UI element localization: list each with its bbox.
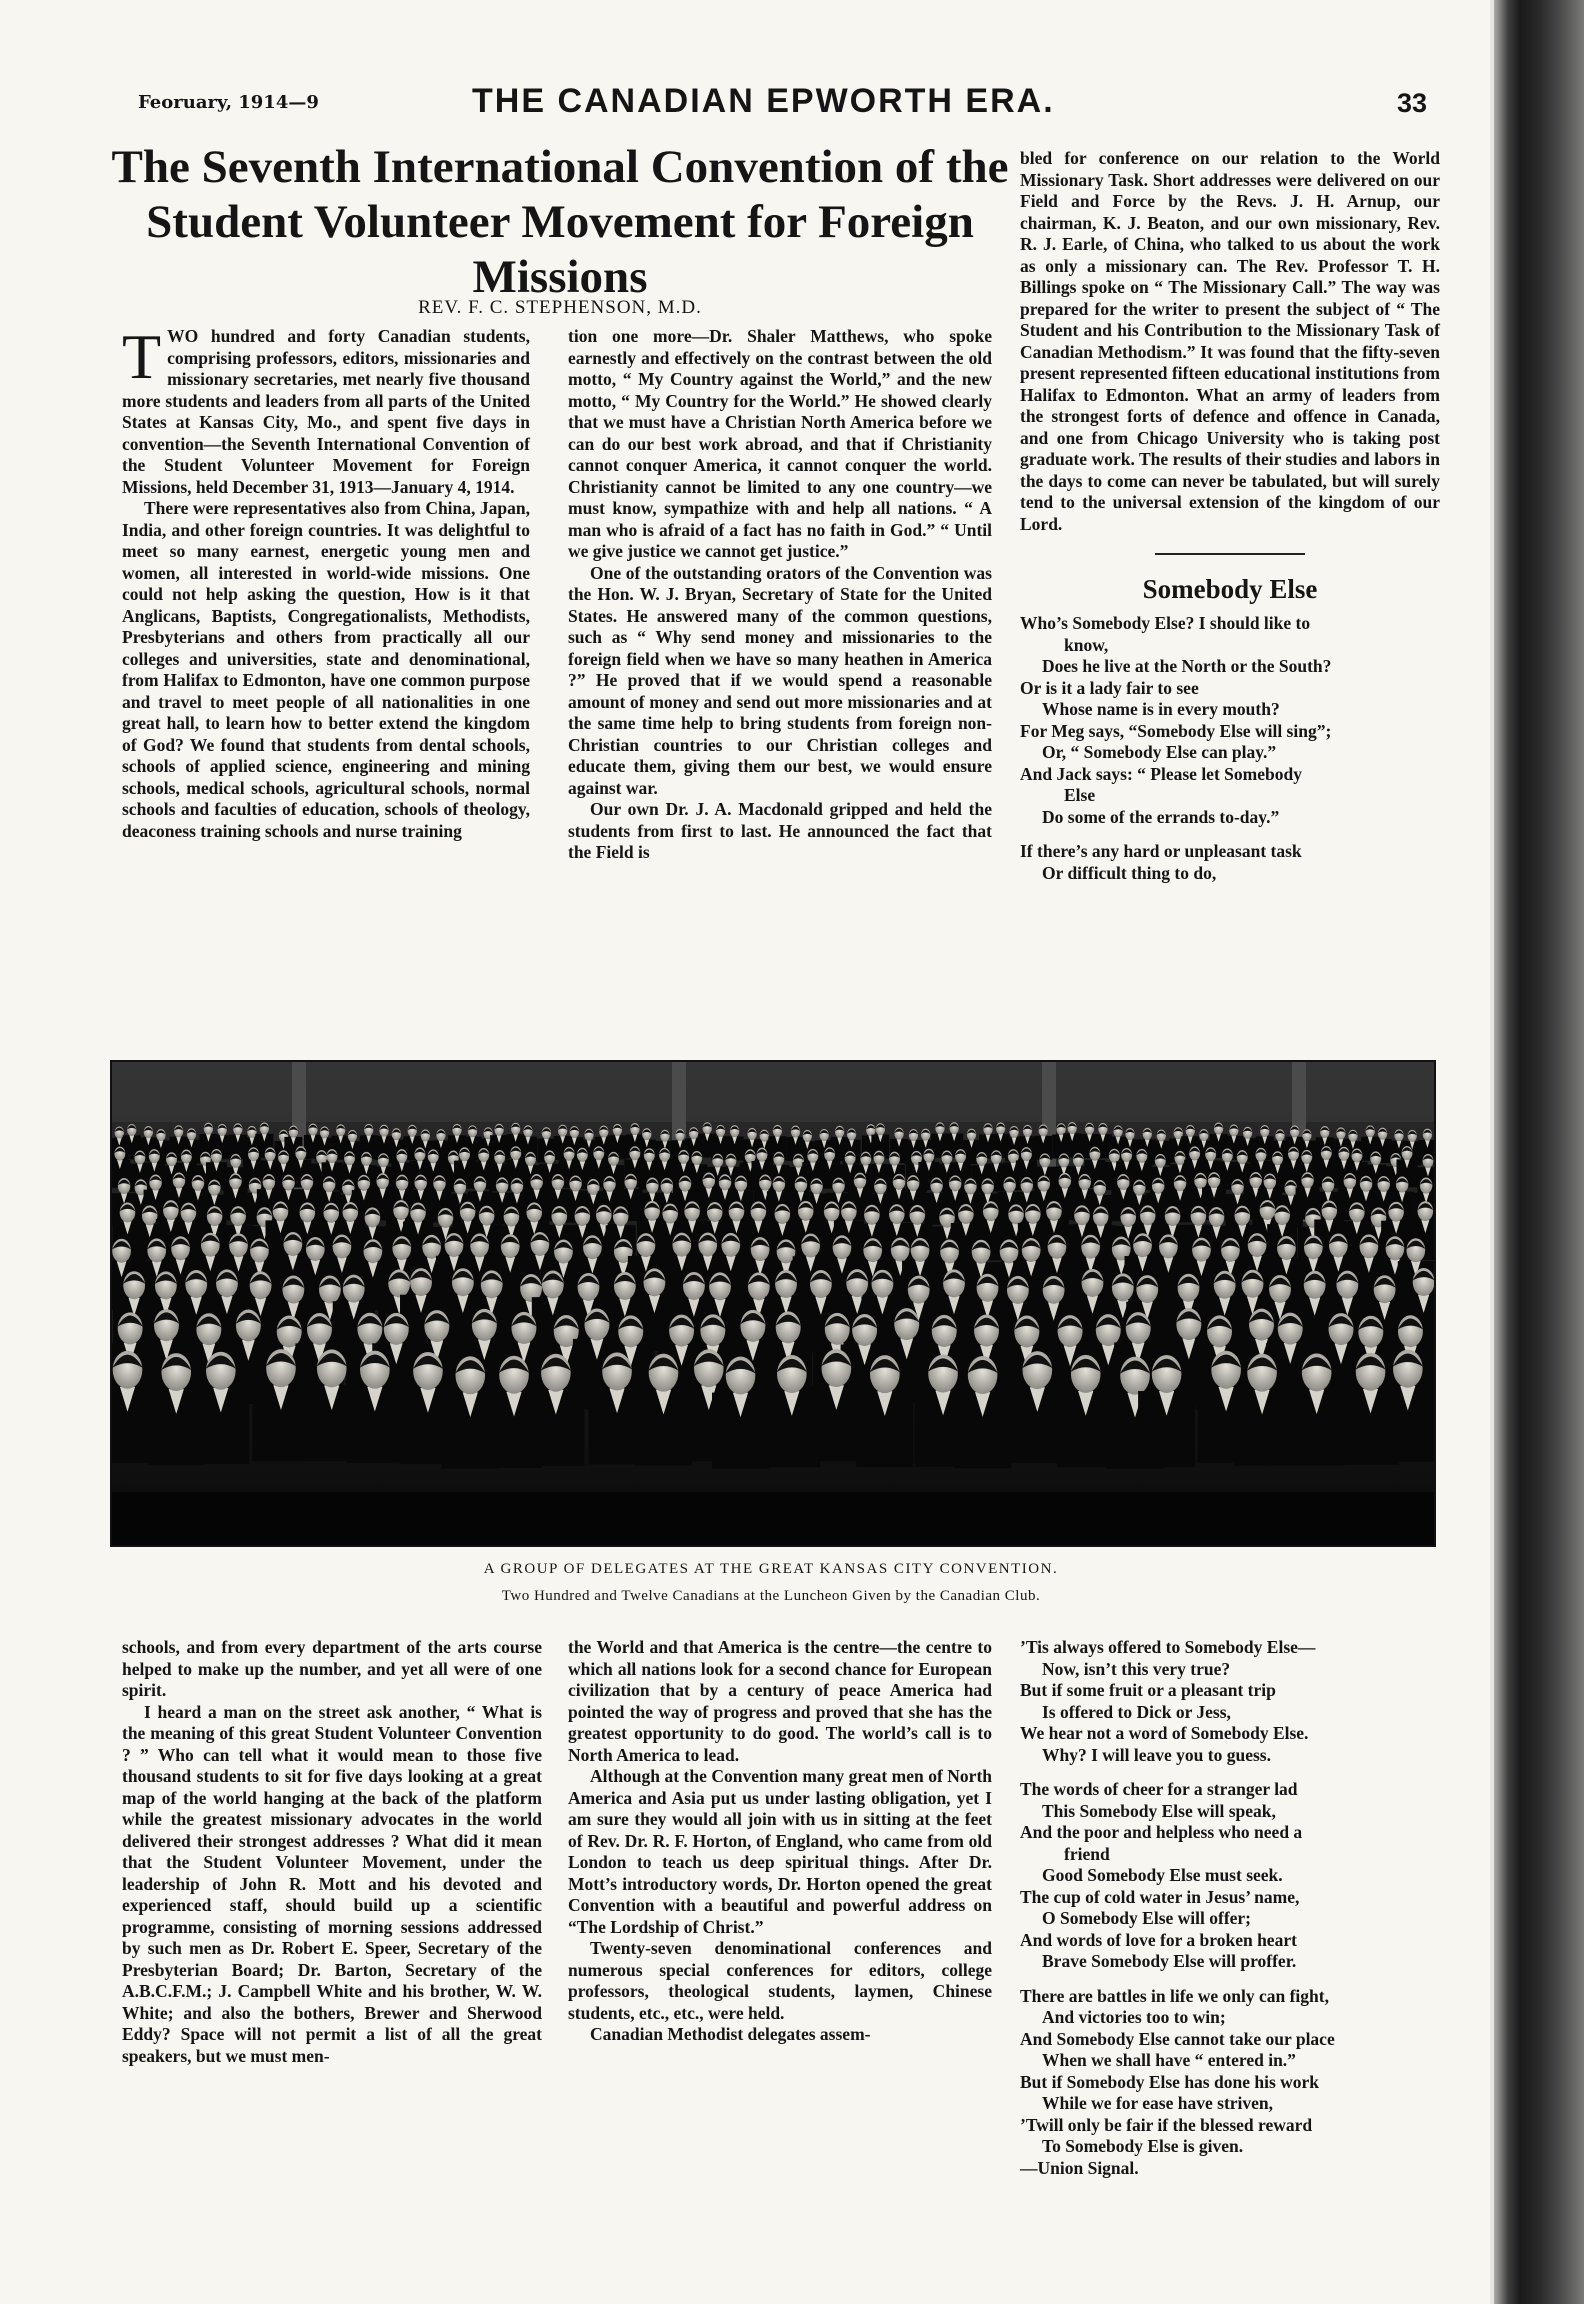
poem-attribution: —Union Signal. [1020, 2157, 1139, 2178]
poem-line: ’Tis always offered to Somebody Else— [1020, 1637, 1316, 1657]
poem-line: O Somebody Else will offer; [1042, 1908, 1252, 1928]
stanza-break [1020, 1973, 1450, 1986]
article-paragraph: tion one more—Dr. Shaler Matthews, who spoke earnestly and effectively on the contrast between the old motto, “ My Country against the World,” and the new motto, “ My Country for the World.” He showed clearly that we must have a Christian North America before we can do our best work abroad, and that if Christianity cannot conquer America, it cannot conquer the world. Christianity cannot be limited to any one country—we must know, sympathize with and help all nations. “ A man who is afraid of a fact has no faith in God.” “ Until we give justice we cannot get justice.” [568, 326, 992, 561]
poem-line: The cup of cold water in Jesus’ name, [1020, 1886, 1300, 1907]
article-column-2 [568, 326, 992, 864]
photo-subcaption: Two Hundred and Twelve Canadians at the Luncheon Given by the Canadian Club. [501, 1588, 1041, 1604]
poem-line: friend [1064, 1843, 1110, 1864]
article-paragraph: the World and that America is the centre—the centre to which all nations look for a second chance for European civilization that by a century of peace America had pointed the way of progress and proved that she has the greatest opportunity to do good. The world’s call is to North America to lead. [568, 1637, 992, 1765]
poem-line: The words of cheer for a stranger lad [1020, 1779, 1298, 1799]
poem-line: To Somebody Else is given. [1042, 2136, 1244, 2156]
poem-line: While we for ease have striven, [1042, 2093, 1274, 2113]
magazine-title: THE CANADIAN EPWORTH ERA. [472, 82, 1055, 120]
poem-line: And the poor and helpless who need a [1020, 1822, 1303, 1842]
poem-line: ’Twill only be fair if the blessed reward [1020, 2114, 1313, 2135]
article-paragraph: Canadian Methodist delegates assem- [590, 2024, 871, 2044]
poem-line: Good Somebody Else must seek. [1042, 1865, 1283, 1885]
article-paragraph: Twenty-seven denominational conferences and numerous special conferences for editors, college professors, theological students, laymen, Chinese students, etc., etc., were held. [568, 1938, 992, 2023]
article-paragraph: TWO hundred and forty Canadian students, comprising professors, editors, missionaries and missionary secretaries, met nearly five thousand more students and leaders from all parts of the United States at Kansas City, Mo., and spent five days in convention—the Seventh International Convention of the Student Volunteer Movement for Foreign Missions, held December 31, 1913—January 4, 1914. [122, 321, 530, 497]
poem-line: And Jack says: “ Please let Somebody [1020, 763, 1302, 784]
poem-stanzas-bottom [1020, 1637, 1450, 2158]
poem-line: Who’s Somebody Else? I should like to [1020, 613, 1311, 633]
poem-line: know, [1064, 634, 1109, 655]
stanza-break [1020, 1766, 1450, 1779]
article-paragraph: schools, and from every department of the arts course helped to make up the number, and yet all were of one spirit. [122, 1637, 542, 1700]
poem-line: Is offered to Dick or Jess, [1042, 1701, 1231, 1722]
poem-line: Or, “ Somebody Else can play.” [1042, 742, 1277, 762]
poem-line: We hear not a word of Somebody Else. [1020, 1723, 1309, 1743]
article-byline: REV. F. C. STEPHENSON, M.D. [418, 297, 702, 318]
poem-line: Or difficult thing to do, [1042, 862, 1217, 883]
poem-line: Why? I will leave you to guess. [1042, 1744, 1271, 1765]
poem-line: If there’s any hard or unpleasant task [1020, 841, 1302, 861]
article-title: The Seventh International Convention of the Student Volunteer Movement for Foreign Missions [111, 141, 1009, 303]
book-binding-edge [1490, 0, 1584, 2304]
article-paragraph: Our own Dr. J. A. Macdonald gripped and held the students from first to last. He announced the fact that the Field is [568, 799, 992, 862]
drop-cap: T [122, 321, 162, 392]
issue-date: Feoruary, 1914—9 [138, 92, 319, 113]
article-column-4 [122, 1637, 542, 2067]
poem-line: And words of love for a broken heart [1020, 1929, 1297, 1950]
poem-line: Now, isn’t this very true? [1042, 1658, 1231, 1679]
poem-line: Else [1064, 785, 1096, 805]
poem-line: Does he live at the North or the South? [1042, 656, 1332, 676]
article-paragraph: There were representatives also from China, Japan, India, and other foreign countries. It was delightful to meet so many earnest, energetic young men and women, all interested in world-wide missions. One could not help asking the question, How is it that Anglicans, Baptists, Congregationalists, Methodists, Presbyterians and others from practically all our colleges and universities, state and denominational, from Halifax to Edmonton, have one common purpose and travel to meet people of all nationalities in one great hall, to learn how to better extend the kingdom of God? We found that students from dental schools, schools of applied science, engineering and mining schools, medical schools, agricultural schools, normal schools and faculties of education, schools of theology, deaconess training schools and nurse training [122, 498, 530, 841]
article-column-3 [1020, 148, 1440, 884]
poem-line: Or is it a lady fair to see [1020, 677, 1199, 698]
poem-line: This Somebody Else will speak, [1042, 1800, 1276, 1821]
section-divider [1155, 553, 1305, 555]
article-paragraph: bled for conference on our relation to the World Missionary Task. Short addresses were delivered on our Field and Force by the Revs. J. H. Arnup, our chairman, K. J. Beaton, and our own missionary, Rev. R. J. Earle, of China, who talked to us about the work as only a missionary can. The Rev. Professor T. H. Billings spoke on “ The Missionary Call.” The way was prepared for the writer to present the subject of “ The Student and his Contribution to the Missionary Task of Canadian Methodism.” It was found that the fifty-seven present represented fifteen educational institutions from Halifax to Edmonton. What an army of leaders from the strongest forts of defence and offence in Canada, and one from Chicago University who is taking post graduate work. The results of their studies and labors in the days to come can never be tabulated, but will surely tend to the universal extension of the kingdom of our Lord. [1020, 148, 1440, 534]
poem-title: Somebody Else [1142, 574, 1318, 604]
poem-line: Brave Somebody Else will proffer. [1042, 1951, 1297, 1971]
poem-line: There are battles in life we only can fight, [1020, 1985, 1329, 2006]
poem-line: For Meg says, “Somebody Else will sing”; [1020, 720, 1332, 741]
poem-line: Do some of the errands to-day.” [1042, 806, 1280, 827]
poem-line: And Somebody Else cannot take our place [1020, 2028, 1335, 2049]
poem-line: Whose name is in every mouth? [1042, 699, 1280, 719]
poem-line: But if some fruit or a pleasant trip [1020, 1680, 1276, 1700]
stanza-break [1020, 828, 1440, 841]
poem-line: And victories too to win; [1042, 2007, 1226, 2027]
article-paragraph: I heard a man on the street ask another, “ What is the meaning of this great Student Volunteer Convention ? ” Who can tell what it would mean to those five thousand students to sit for five days looking at a great map of the world hanging at the back of the platform while the greatest missionary advocates in the world delivered their strongest addresses ? What did it mean that the Student Volunteer Movement, under the leadership of John R. Mott and his devoted and experienced staff, should build up a scientific programme, consisting of morning sessions addressed by such men as Dr. Robert E. Speer, Secretary of the Presbyterian Board; Dr. Barton, Secretary of the A.B.C.F.M.; J. Campbell White and his brother, W. W. White; and also the bothers, Brewer and Sherwood Eddy? Space will not permit a list of all the great speakers, but we must men- [122, 1701, 542, 2066]
photo-caption: A GROUP OF DELEGATES AT THE GREAT KANSAS CITY CONVENTION. [483, 1561, 1059, 1577]
article-column-5 [568, 1637, 992, 2046]
poem-line: But if Somebody Else has done his work [1020, 2071, 1320, 2092]
article-column-1 [122, 321, 530, 842]
convention-group-photo [110, 1060, 1436, 1547]
poem-stanzas-top [1020, 613, 1440, 884]
article-paragraph: Although at the Convention many great men of North America and Asia put us under lasting obligation, yet I am sure they would all join with us in sitting at the feet of Rev. Dr. R. F. Horton, of England, who came from old London to teach us deep spiritual things. After Dr. Mott’s introductory words, Dr. Horton opened the great Convention with a beautiful and powerful address on “The Lordship of Christ.” [568, 1766, 992, 1937]
page-number: 33 [1397, 88, 1428, 118]
poem-line: When we shall have “ entered in.” [1042, 2050, 1296, 2070]
poem-column [1020, 1637, 1450, 2179]
article-paragraph: One of the outstanding orators of the Convention was the Hon. W. J. Bryan, Secretary of State for the United States. He answered many of the common questions, such as “ Why send money and missionaries to the foreign field when we have so many heathen in America ?” He proved that if we would spend a reasonable amount of money and send out more missionaries and at the same time help to bring students from foreign non-Christian countries to our Christian colleges and educate them, giving them our best, we would ensure against war. [568, 562, 992, 798]
